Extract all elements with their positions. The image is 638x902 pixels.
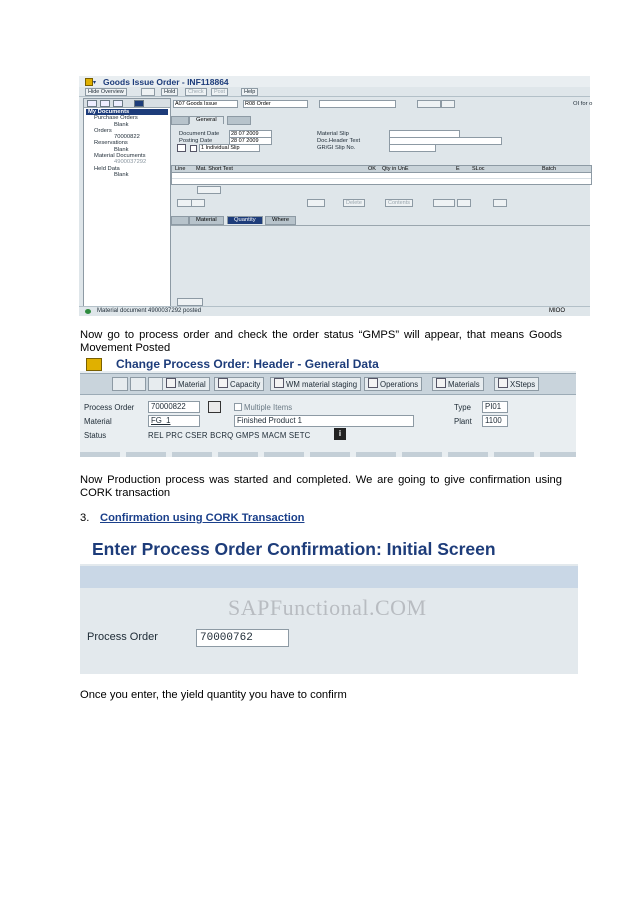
edit-icon[interactable] — [112, 377, 128, 391]
multiple-items-label: Multiple Items — [244, 403, 293, 412]
check-button[interactable]: Check — [185, 88, 207, 96]
toolbar — [79, 87, 590, 97]
grid-toolbar — [171, 198, 590, 208]
process-order-field[interactable]: 70000822 — [148, 401, 200, 413]
find-icon[interactable] — [87, 100, 97, 107]
item-detail-area — [171, 225, 590, 296]
type-label: Type — [454, 403, 471, 412]
help-button[interactable]: Help — [241, 88, 258, 96]
capacity-button-label: Capacity — [230, 380, 261, 389]
reference-input[interactable] — [319, 100, 396, 108]
grid-header — [172, 166, 591, 173]
tab-general[interactable]: General — [189, 116, 224, 124]
goods-issue-screenshot — [79, 76, 593, 315]
col-qty: Qty in UnE — [382, 166, 409, 172]
grid-search-icon[interactable] — [307, 199, 325, 207]
post-button[interactable]: Post — [211, 88, 228, 96]
material-slip-label: Material Slip — [317, 131, 349, 137]
grid-row-line — [172, 178, 591, 179]
app-icon — [85, 78, 93, 86]
material-button-label: Material — [178, 380, 206, 389]
grid-contents-button[interactable]: Contents — [385, 199, 413, 207]
material-description: Finished Product 1 — [234, 415, 414, 427]
print-checkbox[interactable] — [190, 145, 197, 152]
title-bar — [80, 537, 578, 564]
reference-select[interactable]: R08 Order — [243, 100, 308, 108]
action-select[interactable]: A07 Goods Issue — [173, 100, 238, 108]
right-info: OI for o — [573, 101, 593, 107]
tree-item[interactable]: Purchase Orders — [94, 115, 138, 122]
multiple-items-checkbox[interactable] — [234, 403, 242, 411]
col-ok: OK — [368, 166, 376, 172]
process-order-input[interactable]: 70000762 — [196, 629, 289, 647]
posting-date-field[interactable]: 28 07 2009 — [229, 137, 272, 145]
cork-screenshot — [80, 537, 578, 674]
section-number: 3. — [80, 512, 90, 524]
item-tab-menu-icon[interactable] — [171, 216, 189, 225]
tree-item[interactable]: 4900037292 — [114, 159, 147, 166]
settings-icon[interactable] — [134, 100, 144, 107]
dropdown-icon[interactable]: ▾ — [93, 80, 97, 86]
operations-icon — [368, 378, 378, 388]
application-toolbar — [80, 566, 578, 588]
tree-item[interactable]: 70000822 — [114, 134, 140, 141]
staging-icon — [274, 378, 284, 388]
material-icon — [166, 378, 176, 388]
tree-item[interactable]: Orders — [94, 127, 112, 134]
grgi-slip-label: GR/GI Slip No. — [317, 145, 356, 151]
wm-material-staging-button[interactable] — [270, 377, 361, 391]
status-info-icon[interactable]: i — [334, 428, 346, 440]
tab-more[interactable] — [227, 116, 251, 125]
xsteps-icon — [498, 378, 508, 388]
type-field[interactable]: PI01 — [482, 401, 508, 413]
tree-item[interactable]: Blank — [114, 121, 129, 128]
system-info: MIOO — [549, 308, 565, 314]
hold-button[interactable]: Hold — [161, 88, 178, 96]
xsteps-label: XSteps — [510, 380, 536, 389]
tree-item[interactable]: Reservations — [94, 140, 128, 147]
tree-item[interactable]: Held Data — [94, 165, 120, 172]
operations-label: Operations — [380, 380, 419, 389]
capacity-button[interactable] — [214, 377, 264, 391]
materials-label: Materials — [448, 380, 480, 389]
header-tabs — [171, 116, 590, 125]
material-label: Material — [84, 417, 112, 426]
title-bar — [80, 357, 576, 371]
application-toolbar — [80, 373, 576, 395]
grid-nav-arrows[interactable] — [197, 186, 221, 194]
printer-icon[interactable] — [177, 144, 186, 152]
grid-more-icon[interactable] — [457, 199, 471, 207]
tab-menu-icon[interactable] — [171, 116, 189, 125]
display-icon[interactable] — [130, 377, 146, 391]
window-title: Enter Process Order Confirmation: Initial Screen — [92, 539, 496, 559]
grid-prev-icon[interactable] — [191, 199, 205, 207]
doc-header-text-label: Doc.Header Text — [317, 138, 361, 144]
document-tree — [86, 109, 170, 178]
list-icon[interactable] — [441, 100, 455, 108]
item-grid — [171, 165, 592, 185]
slip-select[interactable]: 1 Individual Slip — [199, 144, 260, 152]
col-e: E — [456, 166, 460, 172]
tree-item[interactable]: Blank — [114, 171, 129, 178]
status-message: Material document 4900037292 posted — [97, 308, 202, 314]
tab-where[interactable]: Where — [265, 216, 296, 225]
watermark: SAPFunctional.COM — [228, 595, 427, 620]
grgi-slip-field[interactable] — [389, 144, 436, 152]
grid-arrange-icon[interactable] — [433, 199, 455, 207]
operations-button[interactable] — [364, 377, 422, 391]
process-order-label: Process Order — [87, 631, 158, 643]
document-date-field[interactable]: 28 07 2009 — [229, 130, 272, 138]
caption-yield: Once you enter, the yield quantity you have to confirm — [80, 689, 347, 701]
posting-date-label: Posting Date — [179, 138, 213, 144]
edit-order-icon[interactable] — [208, 401, 221, 413]
col-mat-short-text: Mat. Short Text — [196, 166, 233, 172]
capacity-icon — [218, 378, 228, 388]
col-batch: Batch — [542, 166, 557, 172]
success-icon — [85, 309, 91, 314]
item-tabs — [171, 216, 590, 225]
xsteps-button[interactable] — [494, 377, 539, 391]
goods-issue-main — [171, 98, 593, 308]
materials-button[interactable] — [432, 377, 484, 391]
order-status-value: REL PRC CSER BCRQ GMPS MACM SETC — [148, 431, 311, 440]
tree-header: My Documents — [86, 109, 168, 115]
caption-production: Now Production process was started and completed. We are going to give confirmation using CORK transaction — [80, 474, 562, 499]
process-order-screenshot — [80, 357, 576, 457]
tab-quantity[interactable]: Quantity — [227, 216, 263, 224]
window-title: Goods Issue Order - INF118864 — [103, 77, 229, 87]
tree-item[interactable]: Blank — [114, 146, 129, 153]
window-title: Change Process Order: Header - General Data — [116, 357, 379, 371]
tree-item[interactable]: Material Documents — [94, 153, 146, 160]
materials-icon — [436, 378, 446, 388]
caption-goods-movement: Now go to process order and check the order status “GMPS” will appear, that means Goods Movement Posted — [80, 329, 562, 354]
document-overview-panel — [83, 98, 171, 310]
plant-field[interactable]: 1100 — [482, 415, 508, 427]
status-label: Status — [84, 431, 107, 440]
grid-delete-button[interactable]: Delete — [343, 199, 365, 207]
filter-icon[interactable] — [100, 100, 110, 107]
plant-label: Plant — [454, 417, 472, 426]
layout-icon[interactable] — [113, 100, 123, 107]
wm-staging-label: WM material staging — [286, 380, 358, 389]
process-order-label: Process Order — [84, 403, 135, 412]
status-bar — [79, 306, 590, 316]
grid-camera-icon[interactable] — [493, 199, 507, 207]
col-line: Line — [175, 166, 186, 172]
table-edge — [80, 452, 576, 457]
hide-overview-button[interactable]: Hide Overview — [85, 88, 127, 96]
material-button[interactable] — [162, 377, 210, 391]
new-document-icon[interactable] — [141, 88, 155, 96]
document-date-label: Document Date — [179, 131, 220, 137]
tab-material[interactable]: Material — [189, 216, 224, 225]
col-sloc: SLoc — [472, 166, 485, 172]
title-bar — [79, 76, 590, 87]
overview-toolbar — [84, 99, 170, 108]
app-menu-icon[interactable] — [86, 358, 102, 371]
detail-nav-icon[interactable] — [177, 298, 203, 306]
execute-icon[interactable] — [417, 100, 441, 108]
section-heading: Confirmation using CORK Transaction — [100, 512, 305, 524]
material-field[interactable]: FG_1 — [148, 415, 200, 427]
